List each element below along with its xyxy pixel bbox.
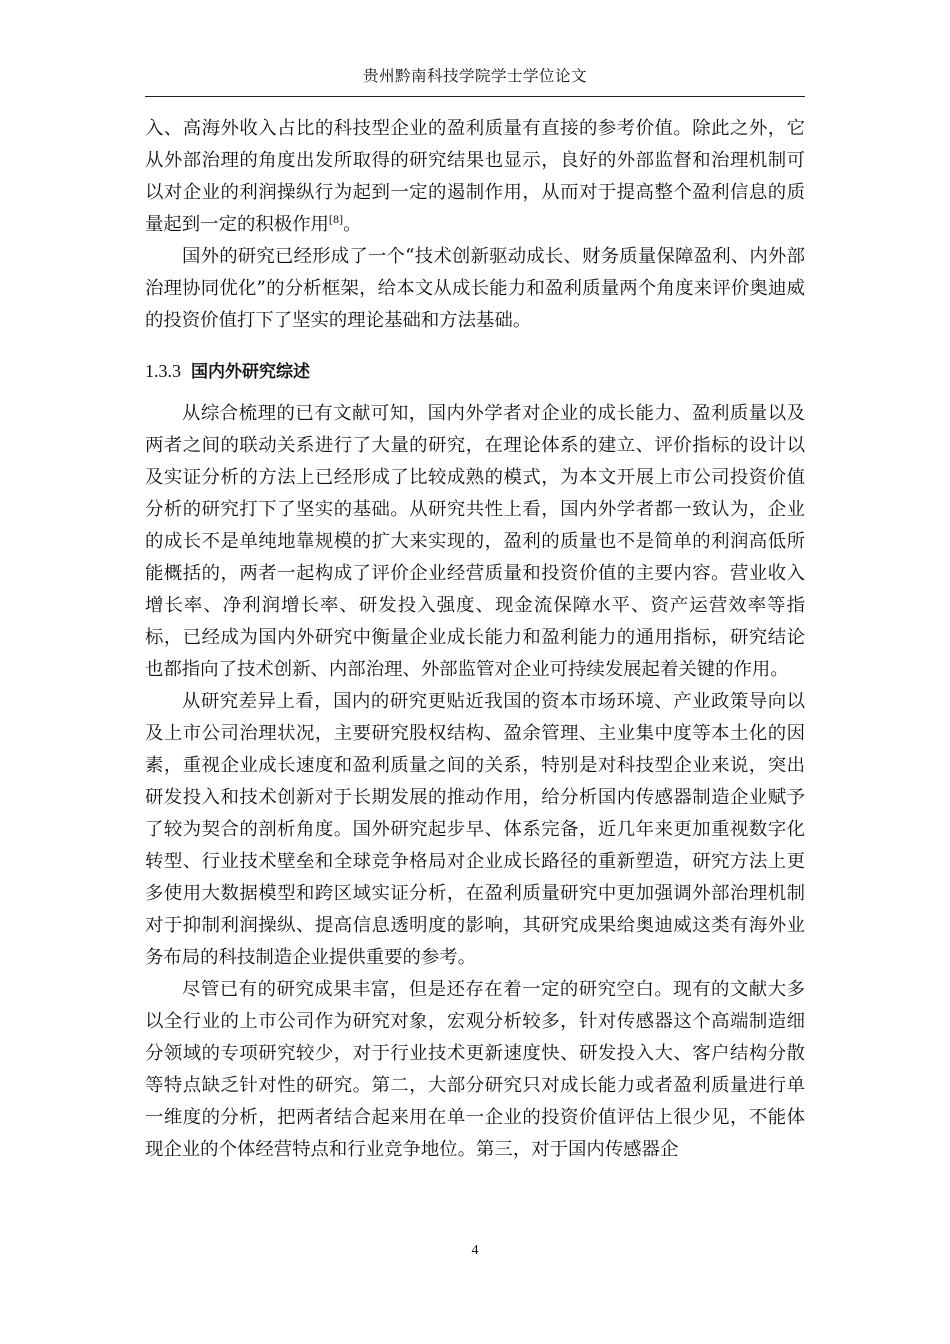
paragraph: 从综合梳理的已有文献可知，国内外学者对企业的成长能力、盈利质量以及两者之间的联动关系进行了大量的研究，在理论体系的建立、评价指标的设计以及实证分析的方法上已经形成了比较成熟的模式，为本文开展上市公司投资价值分析的研究打下了坚实的基础。从研究共性上看，国内外学者都一致认为，企业的成长不是单纯地靠规模的扩大来实现的，盈利的质量也不是简单的利润高低所能概括的，两者一起构成了评价企业经营质量和投资价值的主要内容。营业收入增长率、净利润增长率、研发投入强度、现金流保障水平、资产运营效率等指标，已经成为国内外研究中衡量企业成长能力和盈利能力的通用指标，研究结论也都指向了技术创新、内部治理、外部监管对企业可持续发展起着关键的作用。: [145, 403, 805, 680]
section-heading: [145, 355, 805, 388]
paragraph-end: 。: [343, 214, 362, 235]
citation-ref[interactable]: [8]: [328, 214, 344, 226]
body-text: [145, 113, 805, 1166]
paragraph: 国外的研究已经形成了一个“技术创新驱动成长、财务质量保障盈利、内外部治理协同优化”的分析框架，给本文从成长能力和盈利质量两个角度来评价奥迪威的投资价值打下了坚实的理论基础和方法基础。: [145, 246, 805, 331]
header-rule: [145, 96, 805, 97]
paragraph: 从研究差异上看，国内的研究更贴近我国的资本市场环境、产业政策导向以及上市公司治理状况，主要研究股权结构、盈余管理、主业集中度等本土化的因素，重视企业成长速度和盈利质量之间的关系，特别是对科技型企业来说，突出研发投入和技术创新对于长期发展的推动作用，给分析国内传感器制造企业赋予了较为契合的剖析角度。国外研究起步早、体系完备，近几年来更加重视数字化转型、行业技术壁垒和全球竞争格局对企业成长路径的重新塑造，研究方法上更多使用大数据模型和跨区域实证分析，在盈利质量研究中更加强调外部治理机制对于抑制利润操纵、提高信息透明度的影响，其研究成果给奥迪威这类有海外业务布局的科技制造企业提供重要的参考。: [145, 691, 805, 968]
paragraph-text: 入、高海外收入占比的科技型企业的盈利质量有直接的参考价值。除此之外，它从外部治理的角度出发所取得的研究结果也显示，良好的外部监督和治理机制可以对企业的利润操纵行为起到一定的遏制作用，从而对于提高整个盈利信息的质量起到一定的积极作用: [145, 118, 805, 235]
section-number: 1.3.3: [145, 361, 181, 381]
paragraph: 尽管已有的研究成果丰富，但是还存在着一定的研究空白。现有的文献大多以全行业的上市公司作为研究对象，宏观分析较多，针对传感器这个高端制造细分领域的专项研究较少，对于行业技术更新速度快、研发投入大、客户结构分散等特点缺乏针对性的研究。第二，大部分研究只对成长能力或者盈利质量进行单一维度的分析，把两者结合起来用在单一企业的投资价值评估上很少见，不能体现企业的个体经营特点和行业竞争地位。第三，对于国内传感器企: [145, 979, 805, 1160]
running-header: 贵州黔南科技学院学士学位论文: [362, 67, 587, 85]
page-number: 4: [471, 1243, 479, 1258]
paragraph-continued: [145, 113, 805, 241]
section-title: 国内外研究综述: [191, 362, 310, 382]
